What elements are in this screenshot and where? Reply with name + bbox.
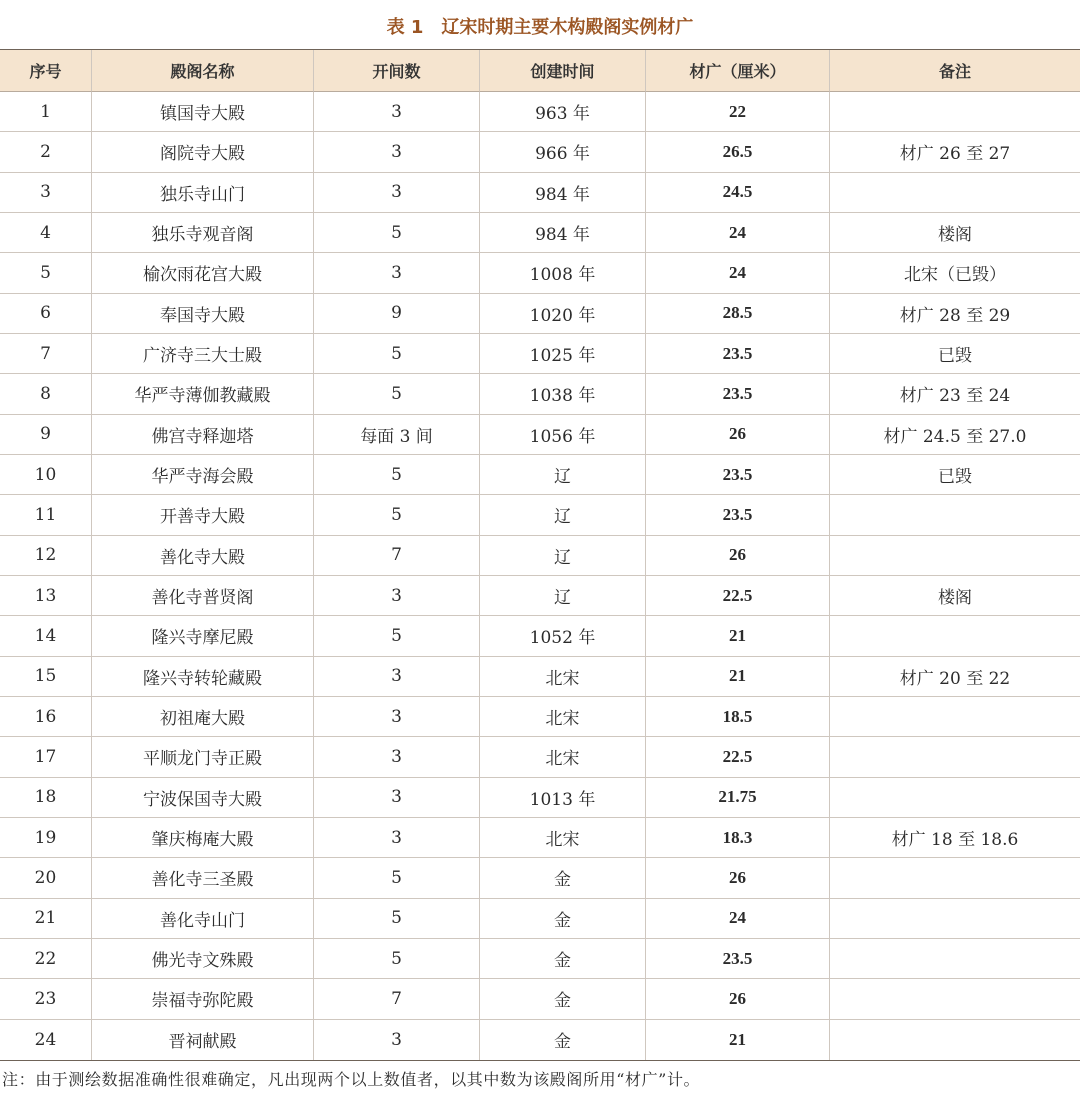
cell-remark	[830, 495, 1080, 535]
cell-hall-name: 奉国寺大殿	[92, 294, 314, 334]
cell-hall-name: 华严寺海会殿	[92, 455, 314, 495]
cell-index: 18	[0, 778, 92, 818]
cell-bays: 5	[314, 213, 480, 253]
cell-built-date: 1038 年	[480, 374, 646, 414]
cell-built-date: 1052 年	[480, 616, 646, 656]
cell-built-date: 北宋	[480, 657, 646, 697]
cell-bays: 7	[314, 979, 480, 1019]
cell-built-date: 辽	[480, 536, 646, 576]
cell-hall-name: 善化寺普贤阁	[92, 576, 314, 616]
cell-timber-width: 24	[646, 899, 830, 939]
cell-remark	[830, 1020, 1080, 1060]
data-table	[0, 49, 1080, 1061]
cell-built-date: 1020 年	[480, 294, 646, 334]
cell-bays: 5	[314, 939, 480, 979]
cell-built-date: 金	[480, 939, 646, 979]
cell-hall-name: 平顺龙门寺正殿	[92, 737, 314, 777]
header-built-date: 创建时间	[480, 50, 646, 92]
cell-built-date: 1056 年	[480, 415, 646, 455]
cell-timber-width: 22.5	[646, 576, 830, 616]
cell-index: 4	[0, 213, 92, 253]
cell-timber-width: 23.5	[646, 374, 830, 414]
cell-timber-width: 23.5	[646, 939, 830, 979]
cell-remark	[830, 858, 1080, 898]
cell-remark	[830, 737, 1080, 777]
cell-built-date: 1008 年	[480, 253, 646, 293]
cell-hall-name: 初祖庵大殿	[92, 697, 314, 737]
header-hall-name: 殿阁名称	[92, 50, 314, 92]
header-remark: 备注	[830, 50, 1080, 92]
cell-hall-name: 华严寺薄伽教藏殿	[92, 374, 314, 414]
cell-remark	[830, 536, 1080, 576]
cell-timber-width: 24.5	[646, 173, 830, 213]
table-title	[0, 14, 1080, 42]
cell-index: 22	[0, 939, 92, 979]
cell-remark: 材广 20 至 22	[830, 657, 1080, 697]
cell-index: 14	[0, 616, 92, 656]
cell-hall-name: 善化寺三圣殿	[92, 858, 314, 898]
cell-hall-name: 晋祠献殿	[92, 1020, 314, 1060]
cell-bays: 3	[314, 657, 480, 697]
cell-hall-name: 开善寺大殿	[92, 495, 314, 535]
cell-bays: 3	[314, 737, 480, 777]
cell-index: 10	[0, 455, 92, 495]
cell-built-date: 966 年	[480, 132, 646, 172]
cell-index: 23	[0, 979, 92, 1019]
cell-hall-name: 善化寺大殿	[92, 536, 314, 576]
table-caption: 辽宋时期主要木构殿阁实例材广	[441, 17, 694, 38]
cell-hall-name: 隆兴寺转轮藏殿	[92, 657, 314, 697]
cell-timber-width: 24	[646, 213, 830, 253]
cell-timber-width: 23.5	[646, 334, 830, 374]
cell-index: 9	[0, 415, 92, 455]
cell-bays: 3	[314, 253, 480, 293]
cell-timber-width: 22.5	[646, 737, 830, 777]
cell-remark: 材广 24.5 至 27.0	[830, 415, 1080, 455]
cell-bays: 3	[314, 697, 480, 737]
cell-index: 16	[0, 697, 92, 737]
cell-index: 17	[0, 737, 92, 777]
cell-timber-width: 26.5	[646, 132, 830, 172]
cell-timber-width: 24	[646, 253, 830, 293]
cell-hall-name: 佛宫寺释迦塔	[92, 415, 314, 455]
cell-timber-width: 22	[646, 92, 830, 132]
cell-index: 20	[0, 858, 92, 898]
cell-built-date: 963 年	[480, 92, 646, 132]
cell-built-date: 金	[480, 899, 646, 939]
cell-built-date: 1013 年	[480, 778, 646, 818]
cell-timber-width: 18.3	[646, 818, 830, 858]
cell-built-date: 北宋	[480, 818, 646, 858]
cell-bays: 3	[314, 576, 480, 616]
cell-bays: 5	[314, 495, 480, 535]
cell-hall-name: 肇庆梅庵大殿	[92, 818, 314, 858]
cell-bays: 5	[314, 374, 480, 414]
cell-remark: 楼阁	[830, 213, 1080, 253]
cell-index: 5	[0, 253, 92, 293]
cell-timber-width: 21.75	[646, 778, 830, 818]
cell-bays: 5	[314, 455, 480, 495]
cell-remark: 材广 23 至 24	[830, 374, 1080, 414]
cell-remark: 已毁	[830, 334, 1080, 374]
cell-hall-name: 独乐寺观音阁	[92, 213, 314, 253]
cell-bays: 3	[314, 173, 480, 213]
cell-hall-name: 独乐寺山门	[92, 173, 314, 213]
cell-remark	[830, 778, 1080, 818]
cell-bays: 3	[314, 132, 480, 172]
cell-remark: 材广 28 至 29	[830, 294, 1080, 334]
cell-timber-width: 26	[646, 979, 830, 1019]
cell-timber-width: 26	[646, 858, 830, 898]
cell-timber-width: 18.5	[646, 697, 830, 737]
cell-index: 24	[0, 1020, 92, 1060]
cell-hall-name: 善化寺山门	[92, 899, 314, 939]
cell-index: 6	[0, 294, 92, 334]
cell-remark: 材广 26 至 27	[830, 132, 1080, 172]
cell-hall-name: 宁波保国寺大殿	[92, 778, 314, 818]
cell-index: 1	[0, 92, 92, 132]
cell-built-date: 金	[480, 858, 646, 898]
cell-hall-name: 崇福寺弥陀殿	[92, 979, 314, 1019]
header-timber-width: 材广（厘米）	[646, 50, 830, 92]
cell-bays: 9	[314, 294, 480, 334]
cell-remark	[830, 899, 1080, 939]
cell-hall-name: 榆次雨花宫大殿	[92, 253, 314, 293]
cell-built-date: 金	[480, 1020, 646, 1060]
cell-index: 19	[0, 818, 92, 858]
cell-bays: 3	[314, 818, 480, 858]
cell-timber-width: 21	[646, 616, 830, 656]
cell-bays: 5	[314, 334, 480, 374]
cell-remark	[830, 939, 1080, 979]
cell-remark: 北宋（已毁）	[830, 253, 1080, 293]
cell-hall-name: 镇国寺大殿	[92, 92, 314, 132]
cell-index: 3	[0, 173, 92, 213]
cell-built-date: 北宋	[480, 737, 646, 777]
cell-bays: 3	[314, 92, 480, 132]
cell-hall-name: 佛光寺文殊殿	[92, 939, 314, 979]
header-index: 序号	[0, 50, 92, 92]
cell-built-date: 984 年	[480, 173, 646, 213]
cell-built-date: 辽	[480, 495, 646, 535]
cell-built-date: 北宋	[480, 697, 646, 737]
cell-built-date: 1025 年	[480, 334, 646, 374]
cell-index: 2	[0, 132, 92, 172]
cell-timber-width: 21	[646, 657, 830, 697]
cell-index: 8	[0, 374, 92, 414]
cell-remark	[830, 616, 1080, 656]
cell-remark	[830, 697, 1080, 737]
cell-remark: 楼阁	[830, 576, 1080, 616]
cell-bays: 3	[314, 1020, 480, 1060]
cell-remark: 材广 18 至 18.6	[830, 818, 1080, 858]
table-number: 表 1	[386, 17, 424, 38]
cell-bays: 每面 3 间	[314, 415, 480, 455]
table-note: 注：由于测绘数据准确性很难确定，凡出现两个以上数值者，以其中数为该殿阁所用“材广”计。	[2, 1070, 701, 1089]
cell-built-date: 辽	[480, 576, 646, 616]
cell-hall-name: 广济寺三大士殿	[92, 334, 314, 374]
cell-bays: 5	[314, 899, 480, 939]
cell-index: 21	[0, 899, 92, 939]
cell-timber-width: 28.5	[646, 294, 830, 334]
cell-remark	[830, 173, 1080, 213]
cell-remark: 已毁	[830, 455, 1080, 495]
cell-built-date: 984 年	[480, 213, 646, 253]
cell-timber-width: 21	[646, 1020, 830, 1060]
cell-remark	[830, 979, 1080, 1019]
cell-remark	[830, 92, 1080, 132]
cell-hall-name: 阁院寺大殿	[92, 132, 314, 172]
cell-bays: 5	[314, 858, 480, 898]
cell-bays: 3	[314, 778, 480, 818]
cell-index: 13	[0, 576, 92, 616]
cell-bays: 7	[314, 536, 480, 576]
cell-timber-width: 26	[646, 415, 830, 455]
cell-built-date: 金	[480, 979, 646, 1019]
cell-index: 12	[0, 536, 92, 576]
cell-built-date: 辽	[480, 455, 646, 495]
cell-index: 15	[0, 657, 92, 697]
cell-hall-name: 隆兴寺摩尼殿	[92, 616, 314, 656]
header-bays: 开间数	[314, 50, 480, 92]
cell-index: 7	[0, 334, 92, 374]
cell-bays: 5	[314, 616, 480, 656]
cell-index: 11	[0, 495, 92, 535]
cell-timber-width: 26	[646, 536, 830, 576]
cell-timber-width: 23.5	[646, 455, 830, 495]
cell-timber-width: 23.5	[646, 495, 830, 535]
